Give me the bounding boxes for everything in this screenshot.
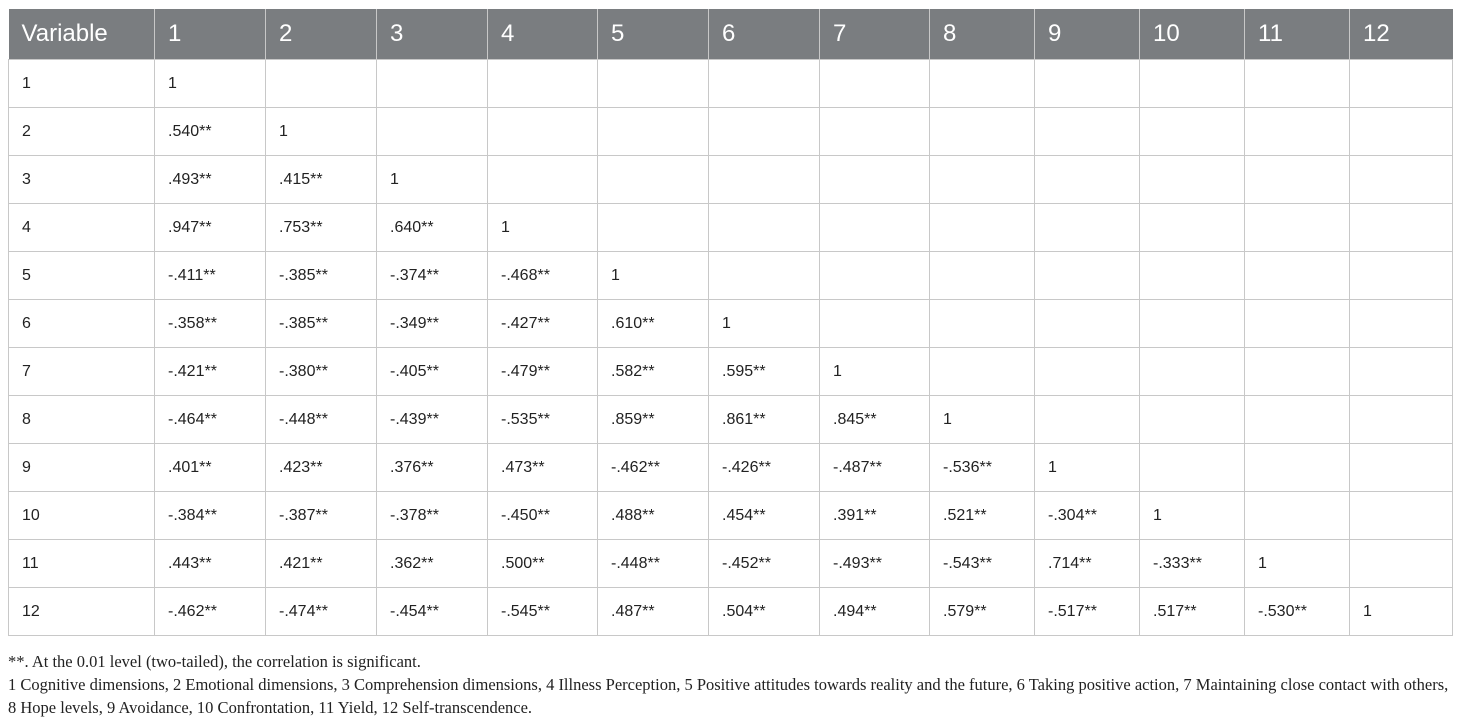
correlation-cell: -.333** [1140,540,1245,588]
column-header-11: 11 [1245,9,1350,60]
row-label-cell: 9 [9,444,155,492]
correlation-cell [1035,348,1140,396]
correlation-cell: -.421** [155,348,266,396]
correlation-cell: -.493** [820,540,930,588]
table-row [9,444,1453,492]
table-row [9,156,1453,204]
table-row [9,348,1453,396]
correlation-cell: -.304** [1035,492,1140,540]
correlation-cell [1350,108,1453,156]
correlation-cell [1245,444,1350,492]
correlation-cell [930,108,1035,156]
row-label-cell: 12 [9,588,155,636]
correlation-cell: -.405** [377,348,488,396]
correlation-cell: .595** [709,348,820,396]
correlation-cell [598,108,709,156]
correlation-cell [709,108,820,156]
correlation-cell: .714** [1035,540,1140,588]
correlation-cell [1035,396,1140,444]
column-header-12: 12 [1350,9,1453,60]
correlation-cell [820,108,930,156]
correlation-cell: .521** [930,492,1035,540]
correlation-cell: -.474** [266,588,377,636]
correlation-cell [1245,156,1350,204]
correlation-cell [1140,396,1245,444]
correlation-cell: 1 [598,252,709,300]
correlation-cell: -.380** [266,348,377,396]
correlation-cell [820,156,930,204]
correlation-cell: -.535** [488,396,598,444]
correlation-cell [598,156,709,204]
correlation-cell [1035,60,1140,108]
correlation-cell [1245,252,1350,300]
column-header-4: 4 [488,9,598,60]
correlation-cell: .845** [820,396,930,444]
correlation-cell: -.452** [709,540,820,588]
correlation-cell [1245,492,1350,540]
correlation-cell: .443** [155,540,266,588]
correlation-cell [488,108,598,156]
correlation-cell: -.536** [930,444,1035,492]
correlation-cell [709,204,820,252]
correlation-cell [930,252,1035,300]
table-row [9,300,1453,348]
correlation-cell [1035,204,1140,252]
correlation-cell: .494** [820,588,930,636]
table-row [9,60,1453,108]
table-header-row [9,9,1453,60]
table-row [9,492,1453,540]
correlation-cell: -.385** [266,300,377,348]
correlation-cell [820,204,930,252]
correlation-cell [1350,60,1453,108]
correlation-cell [377,60,488,108]
correlation-cell: -.349** [377,300,488,348]
correlation-cell [1140,252,1245,300]
correlation-cell [1350,156,1453,204]
correlation-cell: -.464** [155,396,266,444]
table-footnotes [8,650,1458,719]
correlation-cell: .579** [930,588,1035,636]
row-label-cell: 1 [9,60,155,108]
table-row [9,204,1453,252]
correlation-cell [1140,300,1245,348]
correlation-cell [1350,396,1453,444]
correlation-cell: -.426** [709,444,820,492]
correlation-cell [1140,204,1245,252]
column-header-5: 5 [598,9,709,60]
correlation-cell: .540** [155,108,266,156]
correlation-cell: 1 [155,60,266,108]
correlation-table [8,9,1453,636]
column-header-7: 7 [820,9,930,60]
correlation-cell: .415** [266,156,377,204]
correlation-cell: 1 [1035,444,1140,492]
correlation-cell [1245,348,1350,396]
correlation-cell: .488** [598,492,709,540]
correlation-cell: -.545** [488,588,598,636]
row-label-cell: 3 [9,156,155,204]
correlation-cell [1140,60,1245,108]
correlation-cell: -.448** [266,396,377,444]
correlation-cell: 1 [1140,492,1245,540]
correlation-cell [1140,108,1245,156]
correlation-cell [1035,300,1140,348]
correlation-cell: -.462** [155,588,266,636]
correlation-cell: .362** [377,540,488,588]
correlation-cell [930,204,1035,252]
correlation-cell: .423** [266,444,377,492]
correlation-cell: -.517** [1035,588,1140,636]
correlation-cell [1350,300,1453,348]
correlation-cell [820,252,930,300]
correlation-cell [266,60,377,108]
correlation-cell [930,348,1035,396]
correlation-cell: -.384** [155,492,266,540]
row-label-cell: 5 [9,252,155,300]
row-label-cell: 8 [9,396,155,444]
correlation-cell: 1 [820,348,930,396]
correlation-cell: -.374** [377,252,488,300]
correlation-cell [598,60,709,108]
correlation-cell: -.439** [377,396,488,444]
correlation-cell [1350,492,1453,540]
correlation-cell: -.450** [488,492,598,540]
correlation-cell: .947** [155,204,266,252]
correlation-cell [488,156,598,204]
correlation-cell: 1 [377,156,488,204]
correlation-cell: .401** [155,444,266,492]
column-header-10: 10 [1140,9,1245,60]
table-body [9,60,1453,636]
correlation-cell [377,108,488,156]
variable-legend-note: 1 Cognitive dimensions, 2 Emotional dimensions, 3 Comprehension dimensions, 4 Illness Perception, 5 Positive attitudes towards reality and the future, 6 Taking positive action, 7 Maintaining close contact with others, 8 Hope levels, 9 Avoidance, 10 Confrontation, 11 Yield, 12 Self-transcendence. [8,675,1449,717]
correlation-cell [1245,396,1350,444]
correlation-cell [820,60,930,108]
correlation-cell: .861** [709,396,820,444]
correlation-cell [1140,348,1245,396]
correlation-cell [820,300,930,348]
correlation-cell [1140,444,1245,492]
correlation-cell [598,204,709,252]
correlation-cell: -.427** [488,300,598,348]
correlation-cell: .859** [598,396,709,444]
correlation-cell: .421** [266,540,377,588]
correlation-cell: .391** [820,492,930,540]
correlation-cell: -.487** [820,444,930,492]
correlation-cell: -.543** [930,540,1035,588]
correlation-cell [930,300,1035,348]
correlation-cell: .454** [709,492,820,540]
correlation-cell: .582** [598,348,709,396]
correlation-cell [1035,252,1140,300]
row-label-cell: 6 [9,300,155,348]
correlation-cell [709,156,820,204]
correlation-cell: -.411** [155,252,266,300]
row-label-cell: 4 [9,204,155,252]
correlation-cell: 1 [709,300,820,348]
correlation-cell [1350,540,1453,588]
correlation-cell: .473** [488,444,598,492]
row-label-cell: 7 [9,348,155,396]
row-label-cell: 10 [9,492,155,540]
correlation-cell [1140,156,1245,204]
correlation-cell: .487** [598,588,709,636]
correlation-cell: .517** [1140,588,1245,636]
correlation-cell: .640** [377,204,488,252]
correlation-cell [1350,348,1453,396]
column-header-8: 8 [930,9,1035,60]
correlation-cell: .376** [377,444,488,492]
table-row [9,108,1453,156]
correlation-cell [709,60,820,108]
correlation-cell: .504** [709,588,820,636]
correlation-cell [1350,444,1453,492]
table-row [9,252,1453,300]
correlation-cell: -.358** [155,300,266,348]
correlation-cell [930,60,1035,108]
row-label-cell: 2 [9,108,155,156]
correlation-cell: -.454** [377,588,488,636]
column-header-3: 3 [377,9,488,60]
table-row [9,396,1453,444]
correlation-cell: 1 [1350,588,1453,636]
row-label-cell: 11 [9,540,155,588]
correlation-cell: -.462** [598,444,709,492]
column-header-6: 6 [709,9,820,60]
correlation-cell [1245,300,1350,348]
significance-note: **. At the 0.01 level (two-tailed), the correlation is significant. [8,652,421,671]
column-header-1: 1 [155,9,266,60]
correlation-cell [1245,60,1350,108]
correlation-cell: .500** [488,540,598,588]
correlation-cell: 1 [266,108,377,156]
table-row [9,588,1453,636]
correlation-cell: 1 [488,204,598,252]
column-header-9: 9 [1035,9,1140,60]
correlation-cell: -.385** [266,252,377,300]
correlation-cell: 1 [1245,540,1350,588]
correlation-cell: -.448** [598,540,709,588]
correlation-cell: 1 [930,396,1035,444]
column-header-2: 2 [266,9,377,60]
correlation-cell [1035,156,1140,204]
correlation-cell: -.530** [1245,588,1350,636]
correlation-cell [1245,204,1350,252]
correlation-cell [488,60,598,108]
correlation-cell: .610** [598,300,709,348]
correlation-cell [1035,108,1140,156]
correlation-cell: -.479** [488,348,598,396]
correlation-cell: .493** [155,156,266,204]
column-header-variable: Variable [9,9,155,60]
correlation-cell: -.468** [488,252,598,300]
correlation-cell: -.387** [266,492,377,540]
correlation-cell: -.378** [377,492,488,540]
correlation-cell: .753** [266,204,377,252]
correlation-cell [930,156,1035,204]
table-row [9,540,1453,588]
correlation-cell [1350,204,1453,252]
correlation-cell [709,252,820,300]
correlation-cell [1350,252,1453,300]
correlation-cell [1245,108,1350,156]
